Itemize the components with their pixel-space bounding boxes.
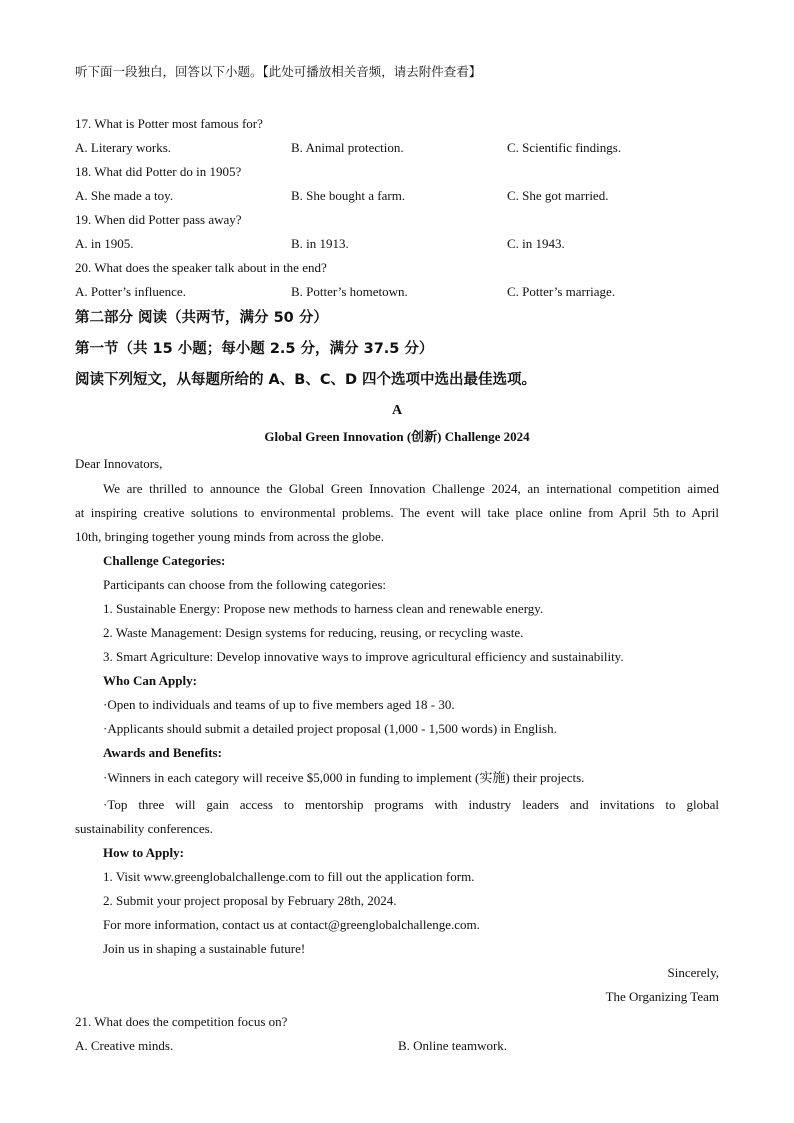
eligibility-item: ·Applicants should submit a detailed project proposal (1,000 - 1,500 words) in English. [103, 721, 557, 736]
question-18: 18. What did Potter do in 1905? [75, 164, 242, 179]
option-20b: B. Potter’s hometown. [291, 284, 408, 299]
categories-heading: Challenge Categories: [103, 553, 226, 568]
question-17: 17. What is Potter most famous for? [75, 116, 263, 131]
award-item-line-1: ·Top three will gain access to mentorship programs with industry leaders and invitations to global [103, 797, 719, 812]
closing-line: Join us in shaping a sustainable future! [103, 941, 306, 956]
letter-sign-off: Sincerely, [667, 965, 719, 980]
option-17b: B. Animal protection. [291, 140, 404, 155]
option-21a: A. Creative minds. [75, 1038, 174, 1053]
apply-step: 2. Submit your project proposal by February 28th, 2024. [103, 893, 397, 908]
paragraph-1-line-1: We are thrilled to announce the Global Green Innovation Challenge 2024, an international competition aimed [103, 481, 719, 496]
option-17a: A. Literary works. [75, 140, 172, 155]
category-item: 2. Waste Management: Design systems for reducing, reusing, or recycling waste. [103, 625, 524, 640]
passage-title: Global Green Innovation (创新) Challenge 2024 [264, 429, 530, 444]
award-item-line-2: sustainability conferences. [75, 821, 213, 836]
eligibility-item: ·Open to individuals and teams of up to five members aged 18 - 30. [103, 697, 455, 712]
category-item: 1. Sustainable Energy: Propose new methods to harness clean and renewable energy. [103, 601, 544, 616]
paragraph-1-line-3: 10th, bringing together young minds from across the globe. [75, 529, 385, 544]
part-two-heading: 第二部分 阅读（共两节，满分 50 分） [75, 310, 328, 326]
categories-intro: Participants can choose from the following categories: [103, 577, 387, 592]
paragraph-1-line-2: at inspiring creative solutions to environmental problems. The event will take place online from April 5th to April [75, 505, 719, 520]
option-21b: B. Online teamwork. [398, 1038, 508, 1053]
passage-letter: A [391, 403, 403, 418]
option-17c: C. Scientific findings. [507, 140, 622, 155]
section-one-heading: 第一节（共 15 小题；每小题 2.5 分，满分 37.5 分） [75, 341, 434, 357]
option-18b: B. She bought a farm. [291, 188, 406, 203]
question-19: 19. When did Potter pass away? [75, 212, 242, 227]
option-20c: C. Potter’s marriage. [507, 284, 616, 299]
award-item: ·Winners in each category will receive $5,000 in funding to implement (实施) their projects. [103, 770, 585, 785]
option-19b: B. in 1913. [291, 236, 349, 251]
how-to-apply-heading: How to Apply: [103, 845, 184, 860]
option-19a: A. in 1905. [75, 236, 134, 251]
question-20: 20. What does the speaker talk about in the end? [75, 260, 327, 275]
listening-instruction: 听下面一段独白，回答以下小题。【此处可播放相关音频，请去附件查看】 [75, 64, 482, 79]
option-18a: A. She made a toy. [75, 188, 174, 203]
who-can-apply-heading: Who Can Apply: [103, 673, 197, 688]
letter-signature: The Organizing Team [605, 989, 719, 1004]
option-18c: C. She got married. [507, 188, 609, 203]
option-20a: A. Potter’s influence. [75, 284, 186, 299]
awards-heading: Awards and Benefits: [103, 745, 222, 760]
option-19c: C. in 1943. [507, 236, 565, 251]
category-item: 3. Smart Agriculture: Develop innovative ways to improve agricultural efficiency and sustainability. [103, 649, 624, 664]
reading-instruction: 阅读下列短文，从每题所给的 A、B、C、D 四个选项中选出最佳选项。 [75, 372, 537, 388]
apply-step: 1. Visit www.greenglobalchallenge.com to fill out the application form. [103, 869, 475, 884]
question-21: 21. What does the competition focus on? [75, 1014, 288, 1029]
letter-greeting: Dear Innovators, [75, 456, 163, 471]
contact-line: For more information, contact us at contact@greenglobalchallenge.com. [103, 917, 480, 932]
